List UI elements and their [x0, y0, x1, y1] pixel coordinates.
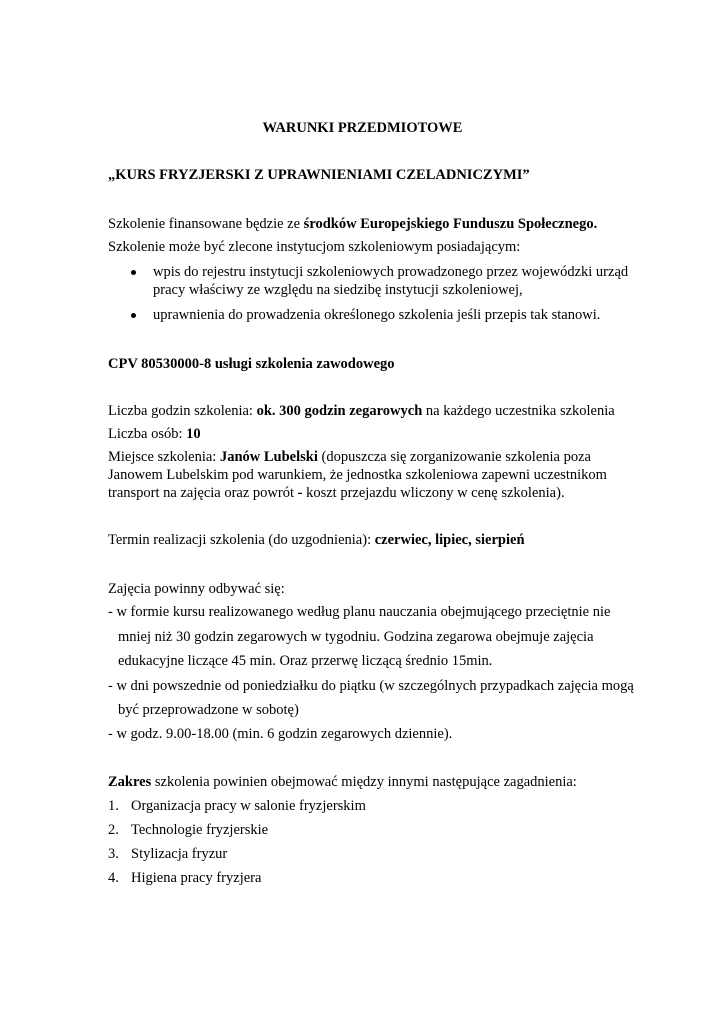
hours-paragraph — [108, 404, 615, 419]
location-note: (dopuszcza się zorganizowanie szkolenia poza — [317, 449, 591, 465]
scope-item-number: 1. — [108, 798, 119, 814]
schedule-intro: Zajęcia powinny odbywać się: — [108, 581, 285, 597]
requirement-1-line1: wpis do rejestru instytucji szkoleniowych prowadzonego przez wojewódzki urząd — [153, 264, 629, 280]
funding-source: środków Europejskiego Funduszu Społecznego. — [303, 216, 598, 232]
scope-item-number: 3. — [108, 846, 119, 862]
schedule-line: mniej niż 30 godzin zegarowych w tygodniu. Godzina zegarowa obejmuje zajęcia — [118, 629, 594, 645]
bullet-icon — [131, 313, 136, 318]
persons-value: 10 — [186, 426, 201, 442]
commission-intro: Szkolenie może być zlecone instytucjom szkoleniowym posiadającym: — [108, 239, 521, 255]
scope-intro — [108, 775, 577, 790]
hours-label: Liczba godzin szkolenia: — [108, 403, 257, 419]
schedule-line: edukacyjne liczące 45 min. Oraz przerwę liczącą średnio 15min. — [118, 653, 493, 669]
funding-paragraph — [108, 217, 597, 232]
scope-item: Higiena pracy fryzjera — [131, 870, 262, 886]
funding-text: Szkolenie finansowane będzie ze — [108, 216, 304, 232]
location-value: Janów Lubelski — [219, 449, 318, 465]
scope-item: Organizacja pracy w salonie fryzjerskim — [131, 798, 366, 814]
cpv-code: CPV 80530000-8 usługi szkolenia zawodowego — [108, 356, 395, 372]
course-name: „KURS FRYZJERSKI Z UPRAWNIENIAMI CZELADNICZYMI” — [108, 167, 530, 183]
scope-item: Technologie fryzjerskie — [131, 822, 269, 838]
document-title: WARUNKI PRZEDMIOTOWE — [262, 120, 463, 136]
term-label: Termin realizacji szkolenia (do uzgodnienia): — [108, 532, 375, 548]
requirement-1-line2: pracy właściwy ze względu na siedzibę instytucji szkoleniowej, — [153, 282, 523, 298]
location-line2: Janowem Lubelskim pod warunkiem, że jednostka szkoleniowa zapewni uczestnikom — [108, 467, 607, 483]
location-line3: transport na zajęcia oraz powrót - koszt przejazdu wliczony w cenę szkolenia). — [108, 485, 565, 501]
persons-paragraph — [108, 427, 201, 442]
requirement-2-line1: uprawnienia do prowadzenia określonego szkolenia jeśli przepis tak stanowi. — [153, 307, 601, 323]
hours-value: ok. 300 godzin zegarowych — [256, 403, 423, 419]
location-line1 — [108, 450, 591, 465]
scope-item-number: 4. — [108, 870, 119, 886]
term-paragraph — [108, 533, 525, 548]
persons-label: Liczba osób: — [108, 426, 187, 442]
schedule-line: - w godz. 9.00-18.00 (min. 6 godzin zegarowych dziennie). — [108, 726, 453, 742]
scope-item: Stylizacja fryzur — [131, 846, 228, 862]
schedule-line: być przeprowadzone w sobotę) — [118, 702, 299, 718]
hours-suffix: na każdego uczestnika szkolenia — [422, 403, 615, 419]
schedule-line: - w formie kursu realizowanego według planu nauczania obejmującego przeciętnie nie — [108, 604, 611, 620]
scope-text: szkolenia powinien obejmować między innymi następujące zagadnienia: — [151, 774, 577, 790]
schedule-line: - w dni powszednie od poniedziałku do piątku (w szczególnych przypadkach zajęcia mogą — [108, 678, 634, 694]
scope-item-number: 2. — [108, 822, 119, 838]
location-label: Miejsce szkolenia: — [108, 449, 220, 465]
scope-label: Zakres — [108, 774, 152, 790]
bullet-icon — [131, 270, 136, 275]
term-value: czerwiec, lipiec, sierpień — [374, 532, 525, 548]
